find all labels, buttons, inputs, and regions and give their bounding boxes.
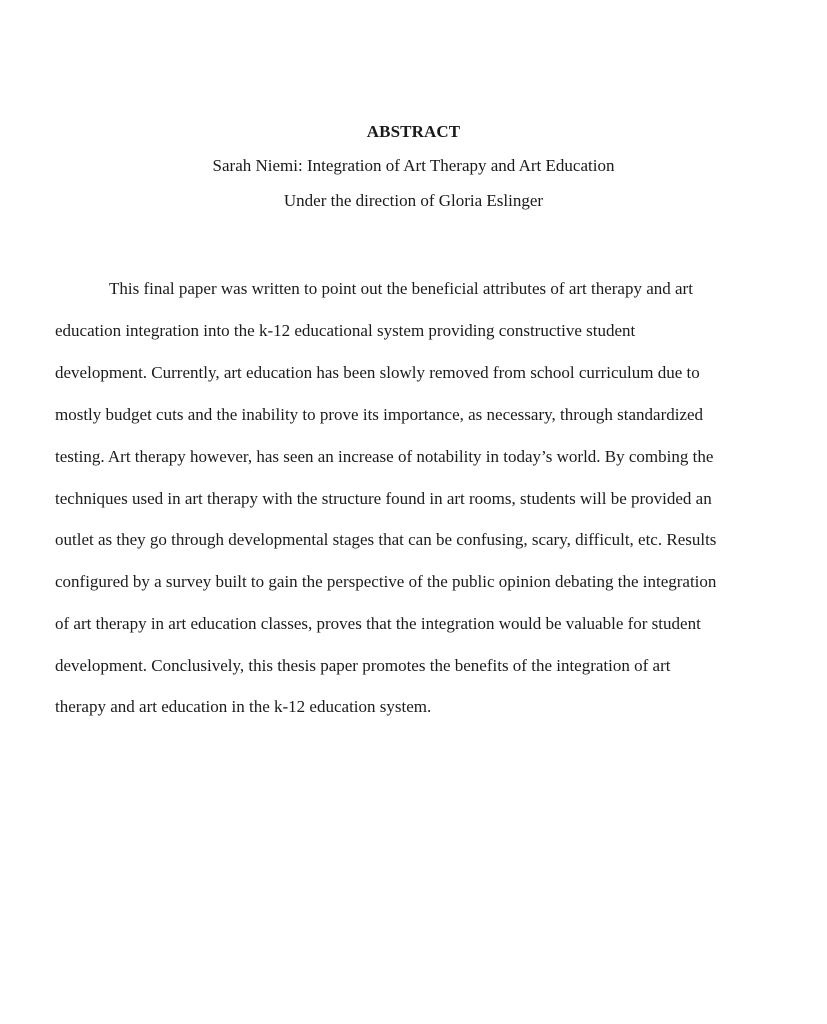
paragraph-line: development. Currently, art education has been slowly removed from school curriculum due to — [55, 363, 700, 382]
paragraph-line: This final paper was written to point out the beneficial attributes of art therapy and art — [109, 279, 693, 298]
paragraph-line: education integration into the k-12 educational system providing constructive student — [55, 321, 636, 340]
direction-line: Under the direction of Gloria Eslinger — [283, 191, 544, 210]
paragraph-line: of art therapy in art education classes, proves that the integration would be valuable for student — [55, 614, 701, 633]
paragraph-line: development. Conclusively, this thesis paper promotes the benefits of the integration of art — [55, 656, 671, 675]
paragraph-line: mostly budget cuts and the inability to prove its importance, as necessary, through standardized — [55, 405, 704, 424]
abstract-heading: ABSTRACT — [366, 122, 461, 141]
paragraph-line: outlet as they go through developmental stages that can be confusing, scary, difficult, etc. Results — [55, 530, 717, 549]
paragraph-line: testing. Art therapy however, has seen an increase of notability in today’s world. By combing the — [55, 447, 714, 466]
paragraph-line: configured by a survey built to gain the perspective of the public opinion debating the integration — [55, 572, 717, 591]
author-and-title: Sarah Niemi: Integration of Art Therapy and Art Education — [212, 156, 615, 175]
paragraph-line: techniques used in art therapy with the structure found in art rooms, students will be provided an — [55, 489, 712, 508]
paragraph-line: therapy and art education in the k-12 education system. — [55, 697, 432, 716]
